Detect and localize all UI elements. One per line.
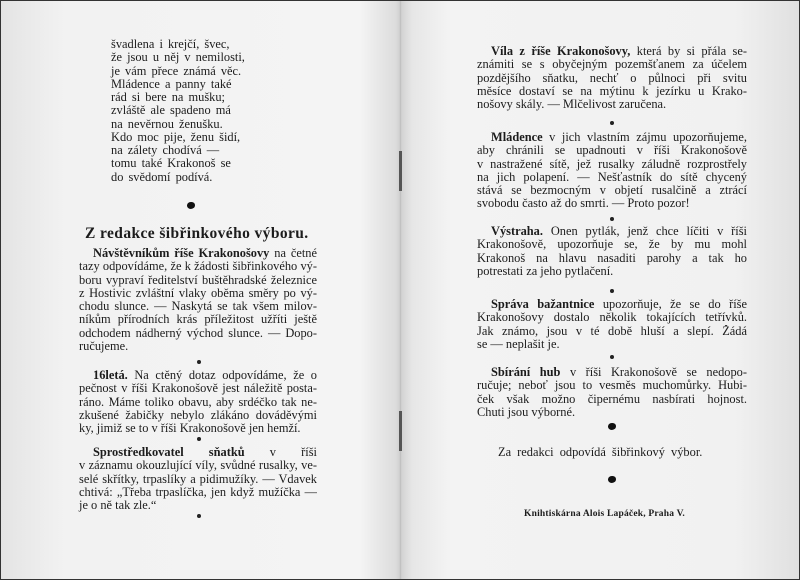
printer-imprint: Knihtiskárna Alois Lapáček, Praha V. — [524, 509, 685, 519]
poem-line: na zálety chodívá — — [111, 143, 220, 157]
poem-line: do svědomí podívá. — [111, 169, 213, 184]
separator-dot — [610, 355, 614, 359]
text-line: se — neplašit je. — [477, 336, 560, 351]
poem-line: tomu také Krakonoš se — [111, 156, 231, 171]
text-line: ručujeme. — [79, 338, 129, 353]
poem-line: Kdo moc pije, ženu šidí, — [111, 129, 241, 144]
separator-dot — [197, 437, 201, 441]
poem-line: zvláště ale spadeno má — [111, 103, 231, 118]
line-text: v jich vlastním zájmu upozorňujeme, — [542, 131, 747, 144]
line-text: v říši — [269, 446, 317, 459]
text-line — [477, 225, 747, 238]
notice-visitors — [79, 247, 317, 353]
text-line — [477, 298, 747, 311]
section-heading: Z redakce šibřinkového výboru. — [85, 225, 309, 242]
poem — [111, 38, 245, 184]
text-line: svobodu často až do smrti. — Proto pozor! — [477, 196, 690, 211]
text-line: potrestati za jeho pytlačení. — [477, 263, 614, 278]
poem-line: na nevěrnou ženušku. — [111, 116, 223, 131]
notice-matchmaker — [79, 446, 317, 512]
text-line: boru vypraví ředitelství buštěhradské železnice — [79, 273, 317, 287]
text-line: Krakonošově, upozorňuje se, že by mu mohl — [477, 238, 747, 252]
responsible-line: Za redakci odpovídá šibřinkový výbor. — [498, 445, 703, 459]
text-line: chtivá: „Třeba trpaslíčka, jen když mužíčka — — [79, 485, 317, 499]
line-text: na četné — [274, 247, 317, 260]
separator-dot — [610, 217, 614, 221]
lead-words: Návštěvníkům říše Krakonošovy — [93, 247, 270, 260]
poem-line: švadlena i krejčí, švec, — [111, 37, 230, 51]
ornament — [608, 423, 616, 430]
notice-fairy — [477, 45, 747, 111]
text-line: zkušené žabičky nebylo zlákáno dováděvými — [79, 408, 317, 422]
text-line: stává se bezmocným v objetí rusalčině a ztrácí — [477, 184, 747, 197]
text-line: odchodem nádherný východ slunce. — Dopo- — [79, 326, 317, 340]
lead-words: Mládence — [491, 131, 543, 144]
separator-dot — [610, 121, 614, 125]
text-line: selé skřítky, trpaslíky a pidimužíky. — Vdavek — [79, 472, 317, 486]
text-line — [477, 366, 747, 379]
text-line: známiti se s obyčejným pozemšťanem za účelem — [477, 58, 747, 72]
ornament — [187, 202, 195, 209]
separator-dot — [197, 360, 201, 364]
text-line — [477, 45, 747, 58]
text-line: chodu slunce. — Naskytá se tak všem milov- — [79, 300, 317, 313]
line-text: v říši Krakonošově se nedopo- — [560, 366, 747, 379]
lead-words: Sprostředkovatel sňatků — [93, 446, 245, 459]
poem-line: Mládence a panny také — [111, 76, 232, 91]
lead-words: Víla z říše Krakonošovy, — [491, 45, 631, 58]
text-line: na jich polapení. — Nešťastník do sítě chycený — [477, 170, 747, 184]
notice-young-men — [477, 131, 747, 211]
staple — [399, 151, 402, 191]
text-line: aby chránili se upadnouti v říši Krakonošově — [477, 144, 747, 158]
center-fold — [399, 1, 402, 579]
line-text: Onen pytlák, jenž chce líčiti v říši — [542, 225, 747, 238]
poem-line: že jsou u něj v nemilosti, — [111, 50, 245, 65]
text-line: níkům přírodních krás příležitost užříti ještě — [79, 313, 317, 327]
text-line: nošovy skály. — Mlčelivost zaručena. — [477, 97, 667, 111]
separator-dot — [610, 289, 614, 293]
staple — [399, 411, 402, 451]
text-line: Krakonoš na hlavu nasaditi parohy a tak ho — [477, 251, 747, 265]
text-line: ky, jimiž se to v říši Krakonošově jen hemží. — [79, 421, 301, 435]
notice-warning — [477, 225, 747, 278]
text-line: v nastražené sítě, jež rusalky záludně rozprostřely — [477, 157, 747, 171]
text-line: je o ně tak zle.“ — [79, 498, 157, 512]
line-text: upozorňuje, že se do říše — [594, 298, 747, 311]
line-text: která by si přála se- — [630, 45, 747, 58]
text-line: tazy odpovídáme, že k žádosti šibřinkového vý- — [79, 260, 317, 274]
separator-dot — [197, 514, 201, 518]
text-line: pozdějšího sňatku, nechť o půlnoci při svitu — [477, 71, 747, 85]
text-line — [79, 369, 317, 382]
text-line — [477, 131, 747, 144]
text-line: Chuti jsou výborné. — [477, 404, 576, 419]
poem-line: rád si bere na mušku; — [111, 90, 225, 104]
text-line: v záznamu okouzlující víly, svůdné rusalky, ve- — [79, 459, 317, 473]
text-line: ráno. Máme toliko obavu, aby srdéčko tak ne- — [79, 395, 317, 409]
notice-mushrooms — [477, 366, 747, 419]
text-line — [79, 247, 317, 260]
lead-words: Výstraha. — [491, 225, 543, 238]
notice-pheasantry — [477, 298, 747, 351]
text-line: z Hostivic zvláštní vlaky oběma směry po vý- — [79, 286, 317, 300]
lead-words: Správa bažantnice — [491, 298, 595, 311]
text-line: Krakonošovy dostalo několik tokajících tetřívků. — [477, 311, 747, 325]
text-line: pečnost v říši Krakonošově jest náležitě posta- — [79, 382, 317, 396]
text-line: Jak známo, jsou v té době hluší a slepí. Žádá — [477, 324, 747, 338]
notice-16leta — [79, 369, 317, 435]
text-line: ček však možno čipernému nasbírati hojnost. — [477, 392, 747, 406]
text-line: měsíce dostaví se na mýtinu k jezírku u Krako- — [477, 84, 747, 98]
poem-line: je vám přece známá věc. — [111, 63, 242, 78]
text-line — [79, 446, 317, 459]
lead-words: Sbírání hub — [491, 366, 561, 379]
line-text: Na ctěný dotaz odpovídáme, že o — [134, 369, 317, 382]
lead-words: 16letá. — [93, 369, 128, 382]
text-line: ručuje; neboť jsou to vesměs muchomůrky. Hubi- — [477, 379, 747, 393]
ornament — [608, 476, 616, 483]
